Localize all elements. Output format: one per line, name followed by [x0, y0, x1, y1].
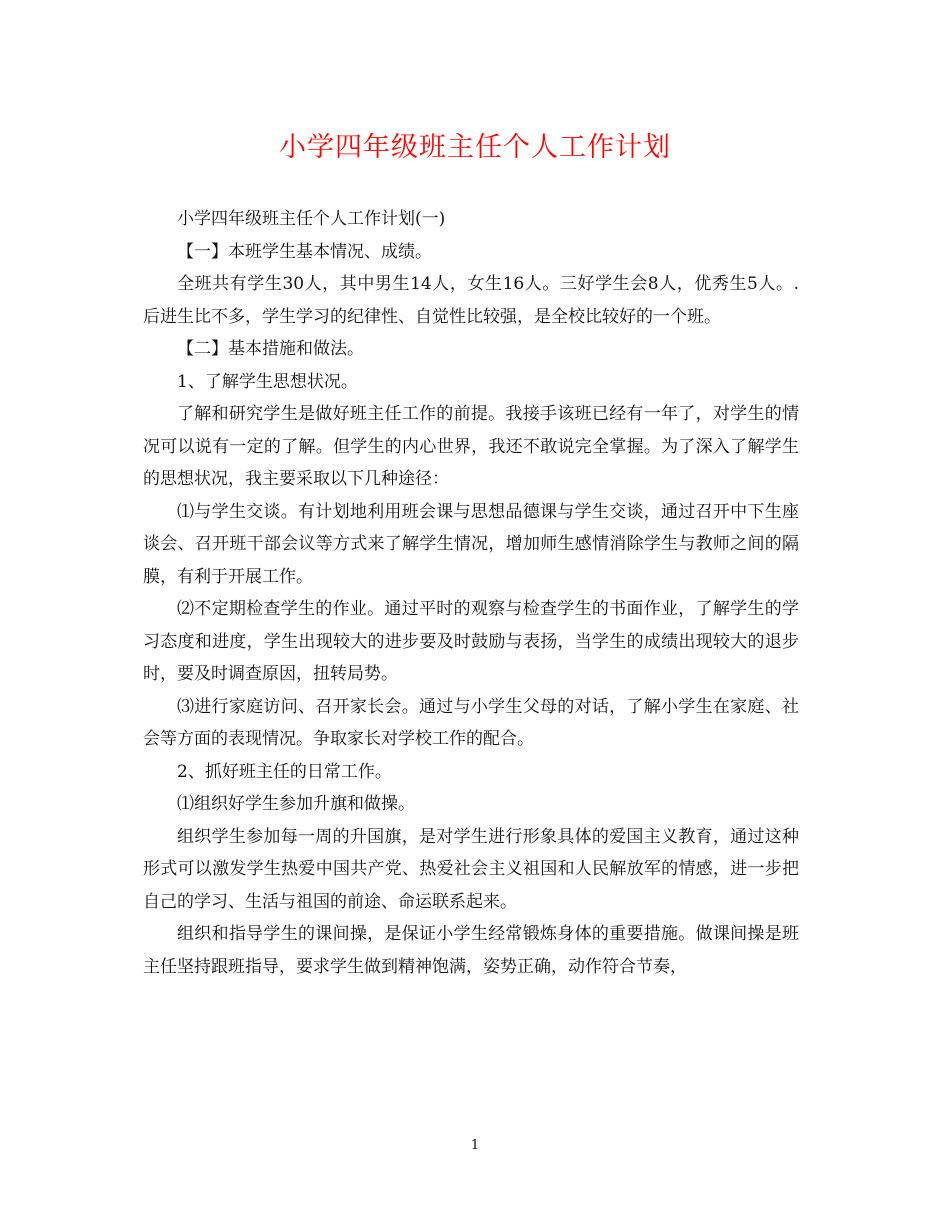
- section-heading-1: 【一】本班学生基本情况、成绩。: [177, 241, 432, 262]
- paragraph: 组织学生参加每一周的升国旗，是对学生进行形象具体的爱国主义教育，通过这种形式可以激发学生热爱中国共产党、热爱社会主义祖国和人民解放军的情感，进一步把自己的学习、生活与祖国的前途、命运联系起来。: [143, 826, 799, 912]
- paragraph: 了解和研究学生是做好班主任工作的前提。我接手该班已经有一年了，对学生的情况可以说有一定的了解。但学生的内心世界，我还不敢说完全掌握。为了深入了解学生的思想状况，我主要采取以下几种途径：: [143, 404, 799, 489]
- paragraph: 组织和指导学生的课间操，是保证小学生经常锻炼身体的重要措施。做课间操是班主任坚持跟班指导，要求学生做到精神饱满，姿势正确，动作符合节奏，: [143, 924, 799, 977]
- document-title: 小学四年级班主任个人工作计划: [279, 132, 671, 163]
- subheading-2: 2、抓好班主任的日常工作。: [177, 761, 392, 782]
- page-number: 1: [470, 1138, 480, 1153]
- subheading-1: 1、了解学生思想状况。: [177, 371, 358, 392]
- paragraph: ⑶进行家庭访问、召开家长会。通过与小学生父母的对话，了解小学生在家庭、社会等方面的表现情况。争取家长对学校工作的配合。: [143, 696, 799, 749]
- document-body: [143, 203, 799, 983]
- paragraph: ⑵不定期检查学生的作业。通过平时的观察与检查学生的书面作业，了解学生的学习态度和进度，学生出现较大的进步要及时鼓励与表扬，当学生的成绩出现较大的退步时，要及时调查原因，扭转局势。: [143, 599, 799, 684]
- paragraph: ⑴组织好学生参加升旗和做操。: [177, 794, 415, 814]
- paragraph: ⑴与学生交谈。有计划地利用班会课与思想品德课与学生交谈，通过召开中下生座谈会、召开班干部会议等方式来了解学生情况，增加师生感情消除学生与教师之间的隔膜，有利于开展工作。: [143, 501, 799, 587]
- paragraph: 全班共有学生30人，其中男生14人，女生16人。三好学生会8人，优秀生5人。. 后进生比不多，学生学习的纪律性、自觉性比较强，是全校比较好的一个班。: [143, 274, 799, 327]
- subtitle-paragraph: 小学四年级班主任个人工作计划(一): [177, 209, 446, 229]
- section-heading-2: 【二】基本措施和做法。: [177, 339, 364, 359]
